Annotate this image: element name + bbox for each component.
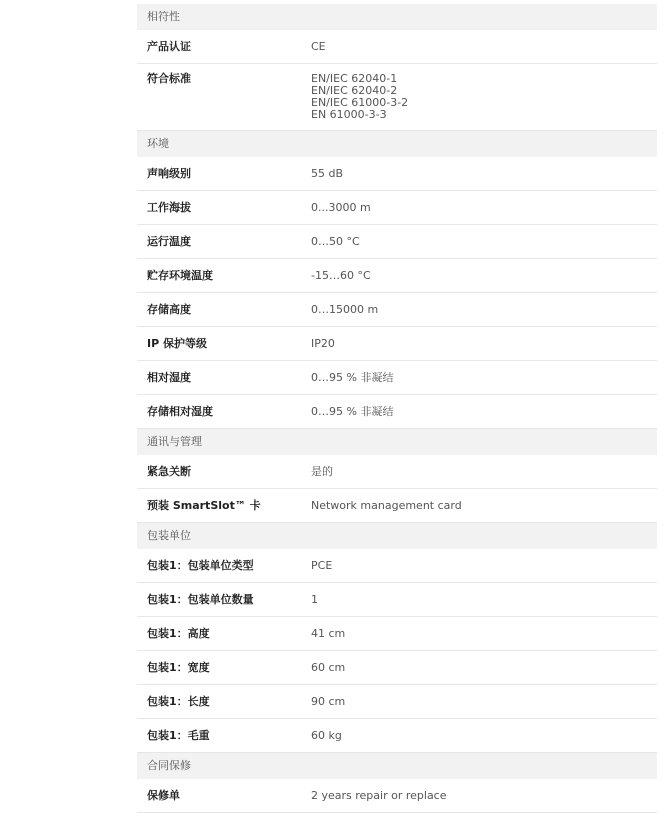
- spec-row: [137, 191, 657, 225]
- spec-value: EN/IEC 62040-1 EN/IEC 62040-2 EN/IEC 61000-3-2 EN 61000-3-3: [311, 72, 409, 121]
- spec-table: [137, 4, 657, 813]
- spec-label: 存储相对湿度: [147, 404, 213, 418]
- spec-label: 相对湿度: [147, 370, 191, 384]
- section-header: 相符性: [137, 4, 657, 30]
- spec-label: 运行温度: [147, 234, 191, 248]
- section-header: 合同保修: [137, 753, 657, 779]
- spec-value: 1: [311, 592, 318, 606]
- spec-row: [137, 719, 657, 753]
- spec-value: 2 years repair or replace: [311, 788, 447, 802]
- spec-row: [137, 361, 657, 395]
- spec-row: [137, 327, 657, 361]
- section-header: 通讯与管理: [137, 429, 657, 455]
- spec-row: [137, 779, 657, 813]
- spec-label: 包装1：毛重: [147, 728, 210, 742]
- spec-row: [137, 225, 657, 259]
- spec-row: [137, 395, 657, 429]
- spec-label: 紧急关断: [147, 464, 191, 478]
- spec-row: [137, 293, 657, 327]
- spec-row: [137, 651, 657, 685]
- spec-value: 0...3000 m: [311, 200, 371, 214]
- spec-value: 0…95 % 非凝结: [311, 370, 394, 384]
- spec-label: 贮存环境温度: [147, 268, 213, 282]
- spec-value: Network management card: [311, 498, 462, 512]
- spec-value: 60 cm: [311, 660, 346, 674]
- spec-row: [137, 685, 657, 719]
- spec-label: 存储高度: [147, 302, 191, 316]
- spec-value: 41 cm: [311, 626, 346, 640]
- spec-row: [137, 617, 657, 651]
- spec-row: [137, 489, 657, 523]
- spec-label: 包装1：包装单位数量: [147, 592, 254, 606]
- spec-label: 工作海拔: [147, 200, 191, 214]
- spec-value: CE: [311, 39, 326, 53]
- spec-row: [137, 64, 657, 131]
- spec-value: -15…60 °C: [311, 268, 371, 282]
- spec-label: 包装1：宽度: [147, 660, 210, 674]
- section-header: 环境: [137, 131, 657, 157]
- spec-row: [137, 455, 657, 489]
- spec-value: 55 dB: [311, 166, 344, 180]
- spec-label: 预装 SmartSlot™ 卡: [147, 498, 261, 512]
- spec-label: 包装1：长度: [147, 694, 210, 708]
- spec-row: [137, 259, 657, 293]
- spec-label: 符合标准: [147, 72, 191, 85]
- section-header: 包装单位: [137, 523, 657, 549]
- spec-value: 0…95 % 非凝结: [311, 404, 394, 418]
- spec-value: 90 cm: [311, 694, 346, 708]
- spec-value: 0…50 °C: [311, 234, 360, 248]
- spec-value: 是的: [311, 464, 333, 478]
- spec-row: [137, 583, 657, 617]
- spec-value: IP20: [311, 336, 335, 350]
- spec-label: IP 保护等级: [147, 336, 207, 350]
- spec-row: [137, 157, 657, 191]
- spec-value: 0…15000 m: [311, 302, 379, 316]
- spec-label: 包装1：高度: [147, 626, 210, 640]
- spec-label: 包装1：包装单位类型: [147, 558, 254, 572]
- spec-label: 产品认证: [147, 39, 191, 53]
- spec-label: 声响级别: [147, 166, 191, 180]
- spec-row: [137, 30, 657, 64]
- spec-row: [137, 549, 657, 583]
- spec-value: 60 kg: [311, 728, 342, 742]
- spec-label: 保修单: [147, 788, 180, 802]
- spec-value: PCE: [311, 558, 333, 572]
